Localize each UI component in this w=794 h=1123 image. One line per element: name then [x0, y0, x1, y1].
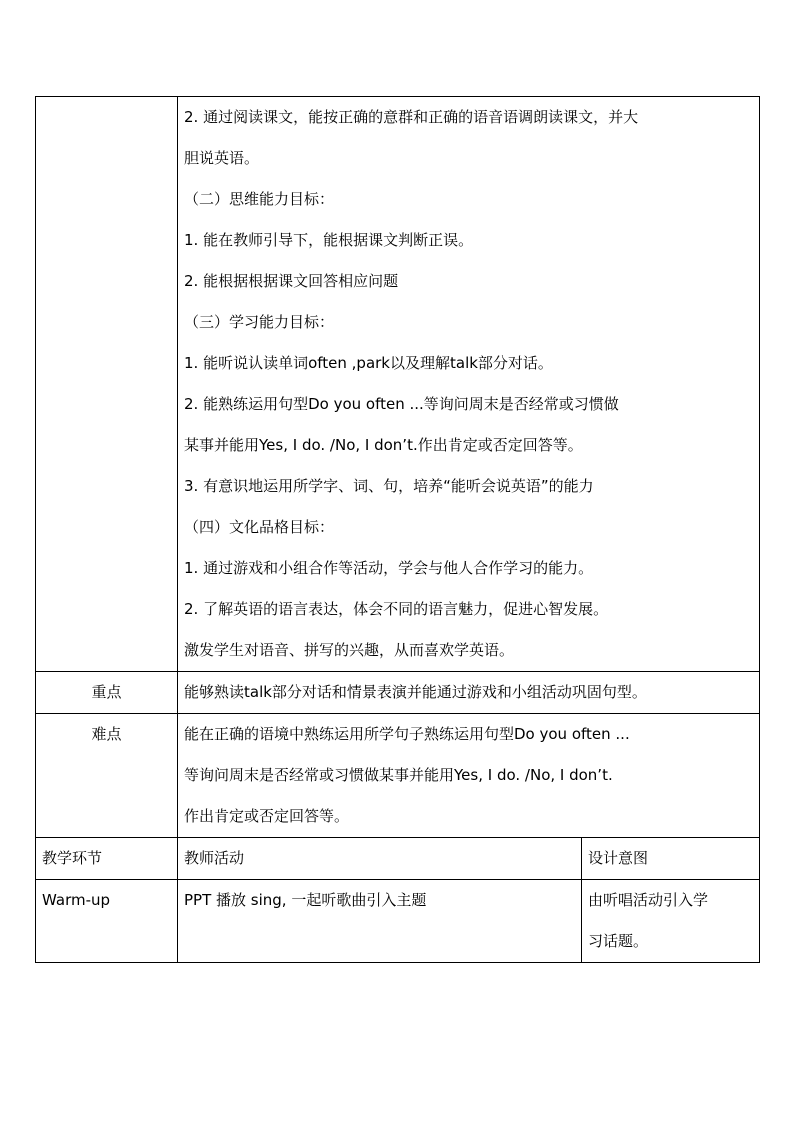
- process-intent-line: 由听唱活动引入学: [588, 891, 709, 909]
- objective-line: 胆说英语。: [184, 149, 260, 167]
- header-intent: 设计意图: [588, 849, 649, 867]
- objectives-cell: [178, 97, 760, 672]
- difficulty-line: 作出肯定或否定回答等。: [184, 807, 350, 825]
- objective-line: 激发学生对语音、拼写的兴趣，从而喜欢学英语。: [184, 641, 515, 659]
- objective-line: 某事并能用Yes, I do. /No, I don’t.作出肯定或否定回答等。: [184, 436, 583, 454]
- process-stage-cell: [36, 880, 178, 963]
- header-teacher-cell: [178, 838, 582, 880]
- header-stage: 教学环节: [42, 849, 103, 867]
- objective-line: 1. 通过游戏和小组合作等活动，学会与他人合作学习的能力。: [184, 559, 594, 577]
- process-intent-line: 习话题。: [588, 932, 649, 950]
- key-point-row: [36, 672, 760, 714]
- process-row: [36, 880, 760, 963]
- process-teacher: PPT 播放 sing, 一起听歌曲引入主题: [184, 891, 427, 909]
- difficulty-line: 等询问周末是否经常或习惯做某事并能用Yes, I do. /No, I don’t.: [184, 766, 613, 784]
- objective-line: 2. 了解英语的语言表达，体会不同的语言魅力，促进心智发展。: [184, 600, 609, 618]
- objective-line: 1. 能在教师引导下，能根据课文判断正误。: [184, 231, 474, 249]
- objective-line: （三）学习能力目标：: [184, 313, 335, 331]
- objective-line: 2. 能熟练运用句型Do you often ...等询问周末是否经常或习惯做: [184, 395, 619, 413]
- difficulty-row: [36, 714, 760, 838]
- objective-line: （二）思维能力目标：: [184, 190, 335, 208]
- objectives-row: [36, 97, 760, 672]
- difficulty-label-cell: [36, 714, 178, 838]
- process-teacher-cell: [178, 880, 582, 963]
- key-point-label: 重点: [91, 683, 122, 701]
- key-point-text: 能够熟读talk部分对话和情景表演并能通过游戏和小组活动巩固句型。: [184, 683, 647, 701]
- header-intent-cell: [582, 838, 760, 880]
- header-stage-cell: [36, 838, 178, 880]
- difficulty-cell: [178, 714, 760, 838]
- process-intent-cell: [582, 880, 760, 963]
- key-point-label-cell: [36, 672, 178, 714]
- objective-line: 2. 通过阅读课文，能按正确的意群和正确的语音语调朗读课文，并大: [184, 108, 639, 126]
- process-stage: Warm-up: [42, 891, 111, 909]
- objectives-label-cell: [36, 97, 178, 672]
- process-header-row: [36, 838, 760, 880]
- key-point-cell: [178, 672, 760, 714]
- lesson-plan-table: [35, 96, 760, 963]
- objective-line: （四）文化品格目标：: [184, 518, 335, 536]
- difficulty-line: 能在正确的语境中熟练运用所学句子熟练运用句型Do you often ...: [184, 725, 630, 743]
- objective-line: 2. 能根据根据课文回答相应问题: [184, 272, 399, 290]
- objective-line: 3. 有意识地运用所学字、词、句，培养“能听会说英语”的能力: [184, 477, 594, 495]
- header-teacher: 教师活动: [184, 849, 245, 867]
- difficulty-label: 难点: [91, 725, 122, 743]
- objective-line: 1. 能听说认读单词often ,park以及理解talk部分对话。: [184, 354, 553, 372]
